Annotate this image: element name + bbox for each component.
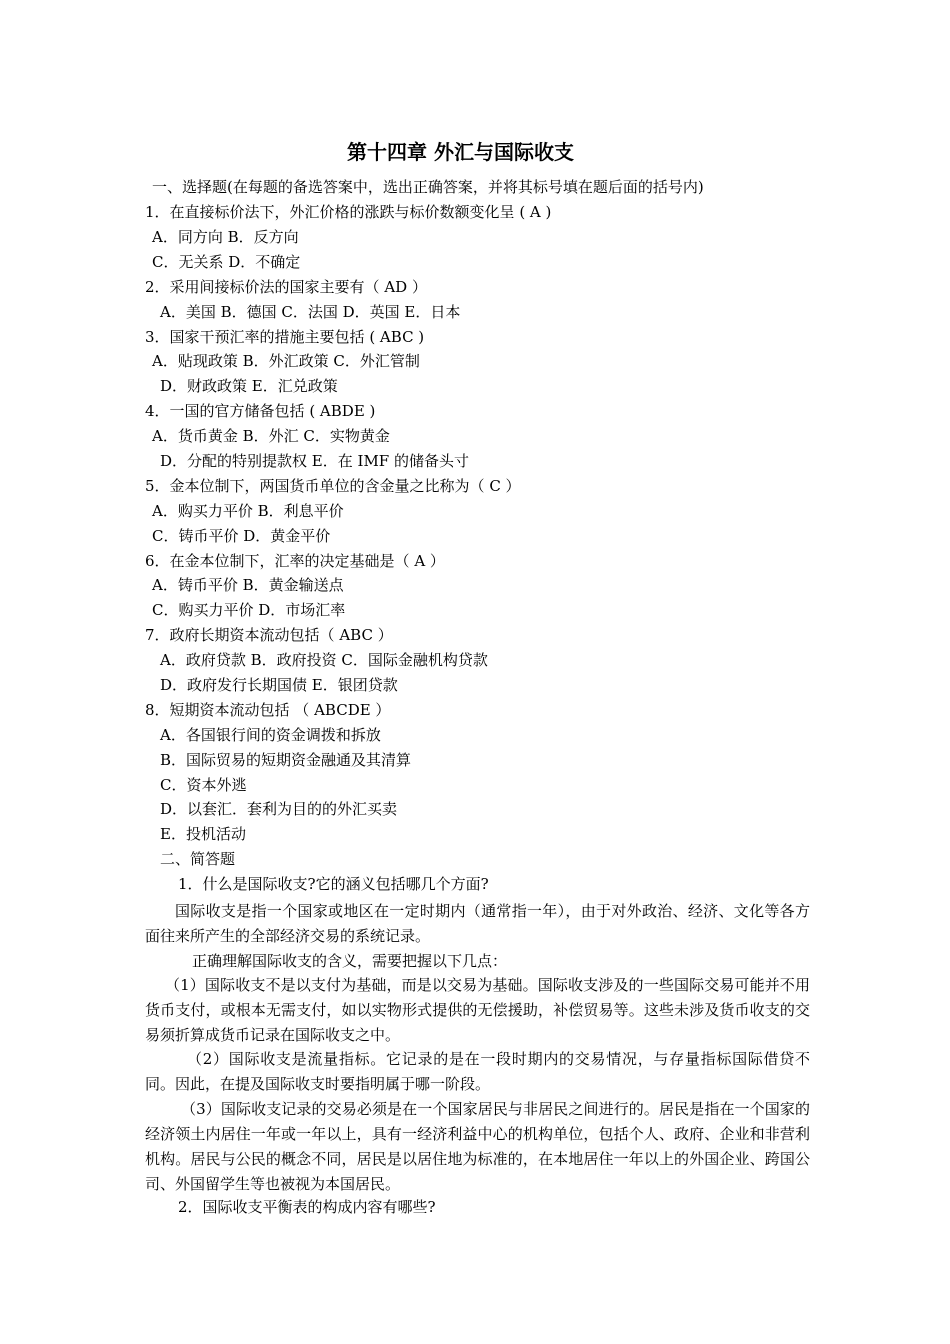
s2-paragraph-5: （3）国际收支记录的交易必须是在一个国家居民与非居民之间进行的。居民是指在一个国家的经济领土内居住一年或一年以上，具有一经济利益中心的机构单位，包括个人、政府、企业和非营利机构。居民与公民的概念不同，居民是以居住地为标准的，在本地居住一年以上的外国企业、跨国公司、外国留学生等也被视为本国居民。: [145, 1100, 810, 1193]
q8-option-a: A．各国银行间的资金调拨和拆放: [160, 726, 381, 744]
q4-options-2: D．分配的特别提款权 E．在 IMF 的储备头寸: [160, 452, 469, 470]
q4-options-1: A．货币黄金 B．外汇 C．实物黄金: [152, 427, 390, 445]
q2-stem: 2．采用间接标价法的国家主要有（ AD ）: [145, 278, 427, 296]
q8-option-e: E．投机活动: [160, 825, 246, 843]
q7-stem: 7．政府长期资本流动包括（ ABC ）: [145, 626, 393, 644]
q8-option-c: C．资本外逃: [160, 776, 247, 794]
chapter-title: 第十四章 外汇与国际收支: [347, 140, 574, 164]
q1-stem: 1．在直接标价法下，外汇价格的涨跌与标价数额变化呈 ( A ): [145, 203, 552, 221]
q8-option-b: B．国际贸易的短期资金融通及其清算: [160, 751, 412, 769]
q3-options-1: A．贴现政策 B．外汇政策 C．外汇管制: [152, 352, 420, 370]
q6-stem: 6．在金本位制下，汇率的决定基础是（ A ）: [145, 552, 445, 570]
q3-stem: 3．国家干预汇率的措施主要包括 ( ABC ): [145, 328, 425, 346]
q3-options-2: D．财政政策 E．汇兑政策: [160, 377, 338, 395]
s2-paragraph-3: （1）国际收支不是以支付为基础，而是以交易为基础。国际收支涉及的一些国际交易可能并不用货币支付，或根本无需支付，如以实物形式提供的无偿援助，补偿贸易等。这些未涉及货币收支的交易须折算成货币记录在国际收支之中。: [145, 976, 810, 1044]
q7-options-2: D．政府发行长期国债 E．银团贷款: [160, 676, 398, 694]
q5-stem: 5．金本位制下，两国货币单位的含金量之比称为（ C ）: [145, 477, 521, 495]
s2-paragraph-4: （2）国际收支是流量指标。它记录的是在一段时期内的交易情况，与存量指标国际借贷不同。因此，在提及国际收支时要指明属于哪一阶段。: [145, 1050, 810, 1093]
q2-options-1: A．美国 B．德国 C．法国 D．英国 E．日本: [160, 303, 461, 321]
q4-stem: 4．一国的官方储备包括 ( ABDE ): [145, 402, 376, 420]
q8-option-d: D．以套汇．套利为目的的外汇买卖: [160, 800, 398, 818]
q6-options-2: C．购买力平价 D．市场汇率: [152, 601, 346, 619]
s2-paragraph-1: 国际收支是指一个国家或地区在一定时期内（通常指一年），由于对外政治、经济、文化等各方面往来所产生的全部经济交易的系统记录。: [145, 902, 810, 945]
q7-options-1: A．政府贷款 B．政府投资 C．国际金融机构贷款: [160, 651, 488, 669]
q5-options-1: A．购买力平价 B．利息平价: [152, 502, 344, 520]
q1-options-1: A．同方向 B．反方向: [152, 228, 299, 246]
q5-options-2: C．铸币平价 D．黄金平价: [152, 527, 331, 545]
s2-question-1: 1．什么是国际收支?它的涵义包括哪几个方面?: [178, 875, 489, 893]
s2-paragraph-2: 正确理解国际收支的含义，需要把握以下几点：: [192, 952, 508, 970]
s2-question-2: 2．国际收支平衡表的构成内容有哪些?: [178, 1198, 436, 1216]
q1-options-2: C．无关系 D．不确定: [152, 253, 301, 271]
section2-heading: 二、简答题: [160, 850, 236, 868]
q6-options-1: A．铸币平价 B．黄金输送点: [152, 576, 344, 594]
q8-stem: 8．短期资本流动包括 （ ABCDE ）: [145, 701, 391, 719]
section1-heading: 一、选择题(在每题的备选答案中，选出正确答案，并将其标号填在题后面的括号内): [152, 178, 704, 196]
